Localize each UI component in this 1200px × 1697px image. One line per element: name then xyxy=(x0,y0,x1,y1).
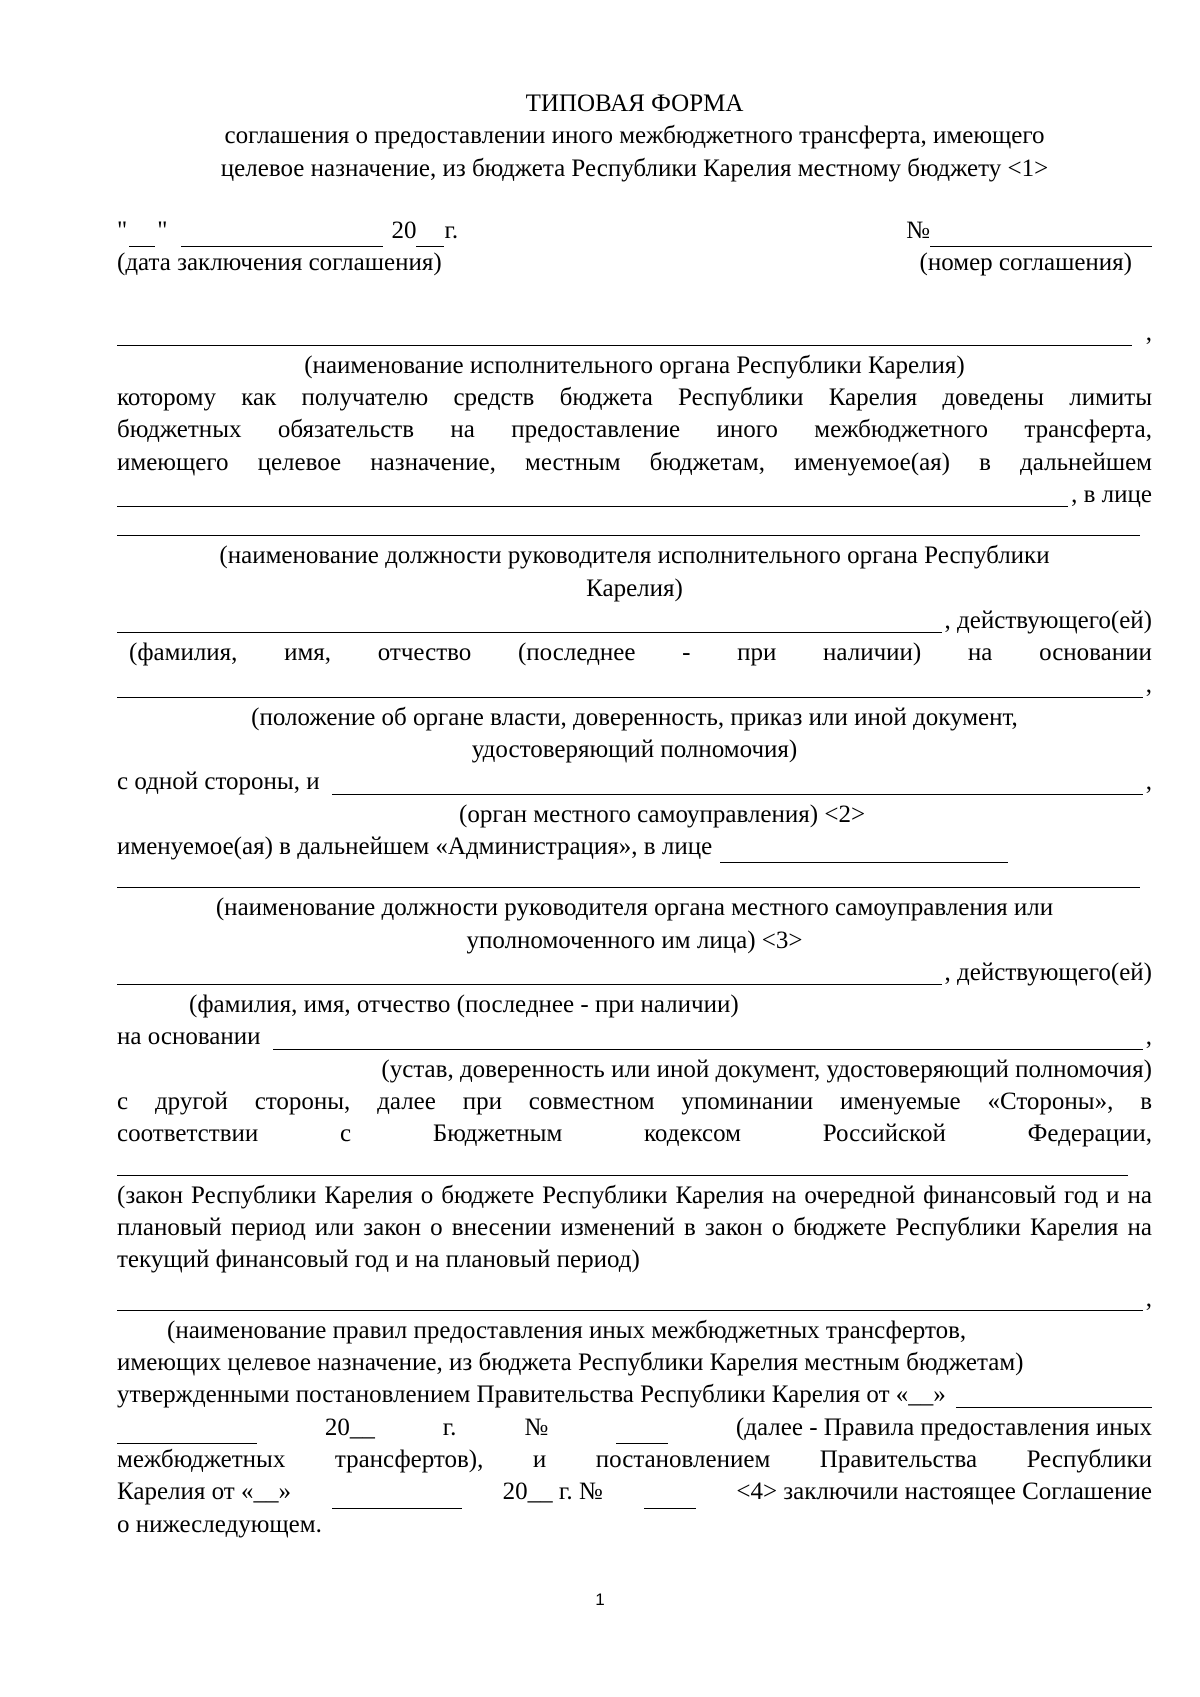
fio-caption-line xyxy=(117,637,1152,669)
head-name-blank xyxy=(117,608,942,633)
concluded-text: <4> заключили настоящее Соглашение xyxy=(736,1478,1152,1506)
administration-head-blank xyxy=(720,840,1008,863)
karelia-from-line xyxy=(117,1476,1152,1508)
budget-code-word: кодексом xyxy=(644,1120,741,1148)
local-head-position-line xyxy=(117,863,1152,892)
karelia-year: 20__ г. № xyxy=(502,1478,603,1506)
fio-word: на xyxy=(967,639,993,667)
comma: , xyxy=(1145,671,1152,699)
fio-word: (последнее xyxy=(517,639,636,667)
rules-year: 20__ xyxy=(324,1413,375,1441)
in-person-text: , в лице xyxy=(1071,480,1152,508)
document-subtitle-line-2: целевое назначение, из бюджета Республики Карелия местному бюджету <1> xyxy=(220,154,1049,182)
date-number-captions xyxy=(117,247,1152,279)
basis-blank xyxy=(117,673,1143,698)
rules-no: № xyxy=(524,1413,549,1441)
decree-month-blank xyxy=(332,1486,462,1509)
law-line xyxy=(117,1151,1152,1180)
comma: , xyxy=(1145,319,1152,347)
caption-local-head: уполномоченного им лица) <3> xyxy=(466,926,803,954)
approved-line xyxy=(117,1379,1152,1411)
budget-code-word: Бюджетным xyxy=(432,1120,563,1148)
rules-number-blank xyxy=(616,1421,668,1444)
rules-date-line xyxy=(117,1412,1152,1444)
caption-fio: (фамилия, имя, отчество (последнее - при наличии) xyxy=(189,991,739,1019)
named-as-blank xyxy=(117,482,1068,507)
administration-text: именуемое(ая) в дальнейшем «Администрация», в лице xyxy=(117,832,713,860)
rules-month-blank xyxy=(117,1421,257,1444)
charter-blank xyxy=(273,1025,1143,1050)
acting-text: , действующего(ей) xyxy=(944,958,1152,986)
day-blank xyxy=(129,224,155,247)
fio-word: имя, xyxy=(284,639,332,667)
date-caption: (дата заключения соглашения) xyxy=(117,249,442,277)
following-text: о нижеследующем. xyxy=(117,1510,322,1538)
one-side-text: с одной стороны, и xyxy=(117,768,320,796)
fio-word: при xyxy=(737,639,777,667)
acting-text: , действующего(ей) xyxy=(944,606,1152,634)
budget-code-word: Российской xyxy=(822,1120,946,1148)
named-as-line xyxy=(117,479,1152,511)
head-name-line xyxy=(117,605,1152,637)
caption-local-gov: (орган местного самоуправления) <2> xyxy=(459,800,866,828)
caption-regulation: (положение об органе власти, доверенность, приказ или иной документ, xyxy=(251,703,1018,731)
document-subtitle-line-1: соглашения о предоставлении иного межбюджетного трансферта, имеющего xyxy=(224,122,1045,150)
agreement-number-blank xyxy=(930,224,1152,247)
on-basis-line xyxy=(117,1021,1152,1053)
year-suffix: г. xyxy=(444,216,459,244)
local-gov-blank xyxy=(332,770,1143,795)
caption-head-position: (наименование должности руководителя исполнительного органа Республики xyxy=(219,542,1050,570)
administration-line xyxy=(117,831,1152,863)
paragraph-line: имеющего целевое назначение, местным бюджетам, именуемое(ая) в дальнейшем xyxy=(117,448,1152,476)
head-position-blank xyxy=(117,511,1140,536)
one-side-line xyxy=(117,766,1152,798)
caption-law: (закон Республики Карелия о бюджете Республики Карелия на очередной финансовый год и на плановый период или закон о внесении изменений в закон о бюджете Республики Карелия на текущий финансовый год и на плановый период) xyxy=(117,1181,1152,1274)
caption-local-head: (наименование должности руководителя органа местного самоуправления или xyxy=(215,894,1054,922)
date-number-row xyxy=(117,215,1152,247)
budget-code-line xyxy=(117,1118,1152,1150)
caption-rules: (наименование правил предоставления иных межбюджетных трансфертов, xyxy=(167,1316,967,1344)
year-blank xyxy=(416,224,444,247)
fio-word: (фамилия, xyxy=(129,639,238,667)
document-title: ТИПОВАЯ ФОРМА xyxy=(525,90,744,117)
comma: , xyxy=(1145,1023,1152,1051)
law-blank xyxy=(117,1151,1128,1176)
fio-word: наличии) xyxy=(823,639,922,667)
comma: , xyxy=(1145,1284,1152,1312)
comma: , xyxy=(1145,768,1152,796)
executive-body-line xyxy=(117,317,1152,349)
budget-code-word: с xyxy=(340,1120,352,1148)
paragraph-line: бюджетных обязательств на предоставление иного межбюджетного трансферта, xyxy=(117,416,1152,444)
budget-code-word: соответствии xyxy=(117,1120,259,1148)
local-head-name-blank xyxy=(117,960,942,985)
quote-open: " xyxy=(117,216,128,244)
local-head-name-line xyxy=(117,957,1152,989)
caption-rules: имеющих целевое назначение, из бюджета Республики Карелия местным бюджетам) xyxy=(117,1349,1024,1377)
decree-number-blank xyxy=(644,1486,696,1509)
other-side-line: с другой стороны, далее при совместном упоминании именуемые «Стороны», в xyxy=(117,1088,1152,1116)
number-caption: (номер соглашения) xyxy=(919,249,1132,277)
head-position-line xyxy=(117,511,1152,540)
budget-code-word: Федерации, xyxy=(1027,1120,1152,1148)
year-prefix: 20 xyxy=(391,216,417,244)
approved-text: утвержденными постановлением Правительства Республики Карелия от «__» xyxy=(117,1381,946,1409)
caption-regulation: удостоверяющий полномочия) xyxy=(471,736,798,764)
number-sign: № xyxy=(906,216,930,244)
document-page xyxy=(117,88,1152,1541)
quote-close: " xyxy=(157,216,168,244)
executive-body-blank xyxy=(117,321,1132,346)
rules-g: г. xyxy=(442,1413,457,1441)
caption-charter: (устав, доверенность или иной документ, удостоверяющий полномочия) xyxy=(381,1055,1152,1083)
rules-name-line xyxy=(117,1283,1152,1315)
karelia-from-text: Карелия от «__» xyxy=(117,1478,291,1506)
approved-date-blank xyxy=(956,1383,1152,1408)
rules-tail: (далее - Правила предоставления иных xyxy=(735,1413,1152,1441)
caption-executive-body: (наименование исполнительного органа Республики Карелия) xyxy=(304,351,965,379)
fio-word: отчество xyxy=(377,639,472,667)
page-number: 1 xyxy=(595,1590,605,1609)
basis-line xyxy=(117,669,1152,701)
rules-name-blank xyxy=(117,1286,1143,1311)
local-head-position-blank xyxy=(117,863,1140,888)
fio-word: - xyxy=(682,639,691,667)
paragraph-line: которому как получателю средств бюджета Республики Карелия доведены лимиты xyxy=(117,384,1152,412)
on-basis-text: на основании xyxy=(117,1023,261,1051)
transfers-line: межбюджетных трансфертов), и постановлением Правительства Республики xyxy=(117,1445,1152,1473)
fio-word: основании xyxy=(1039,639,1152,667)
caption-head-position: Карелия) xyxy=(586,574,683,602)
month-blank xyxy=(181,224,383,247)
